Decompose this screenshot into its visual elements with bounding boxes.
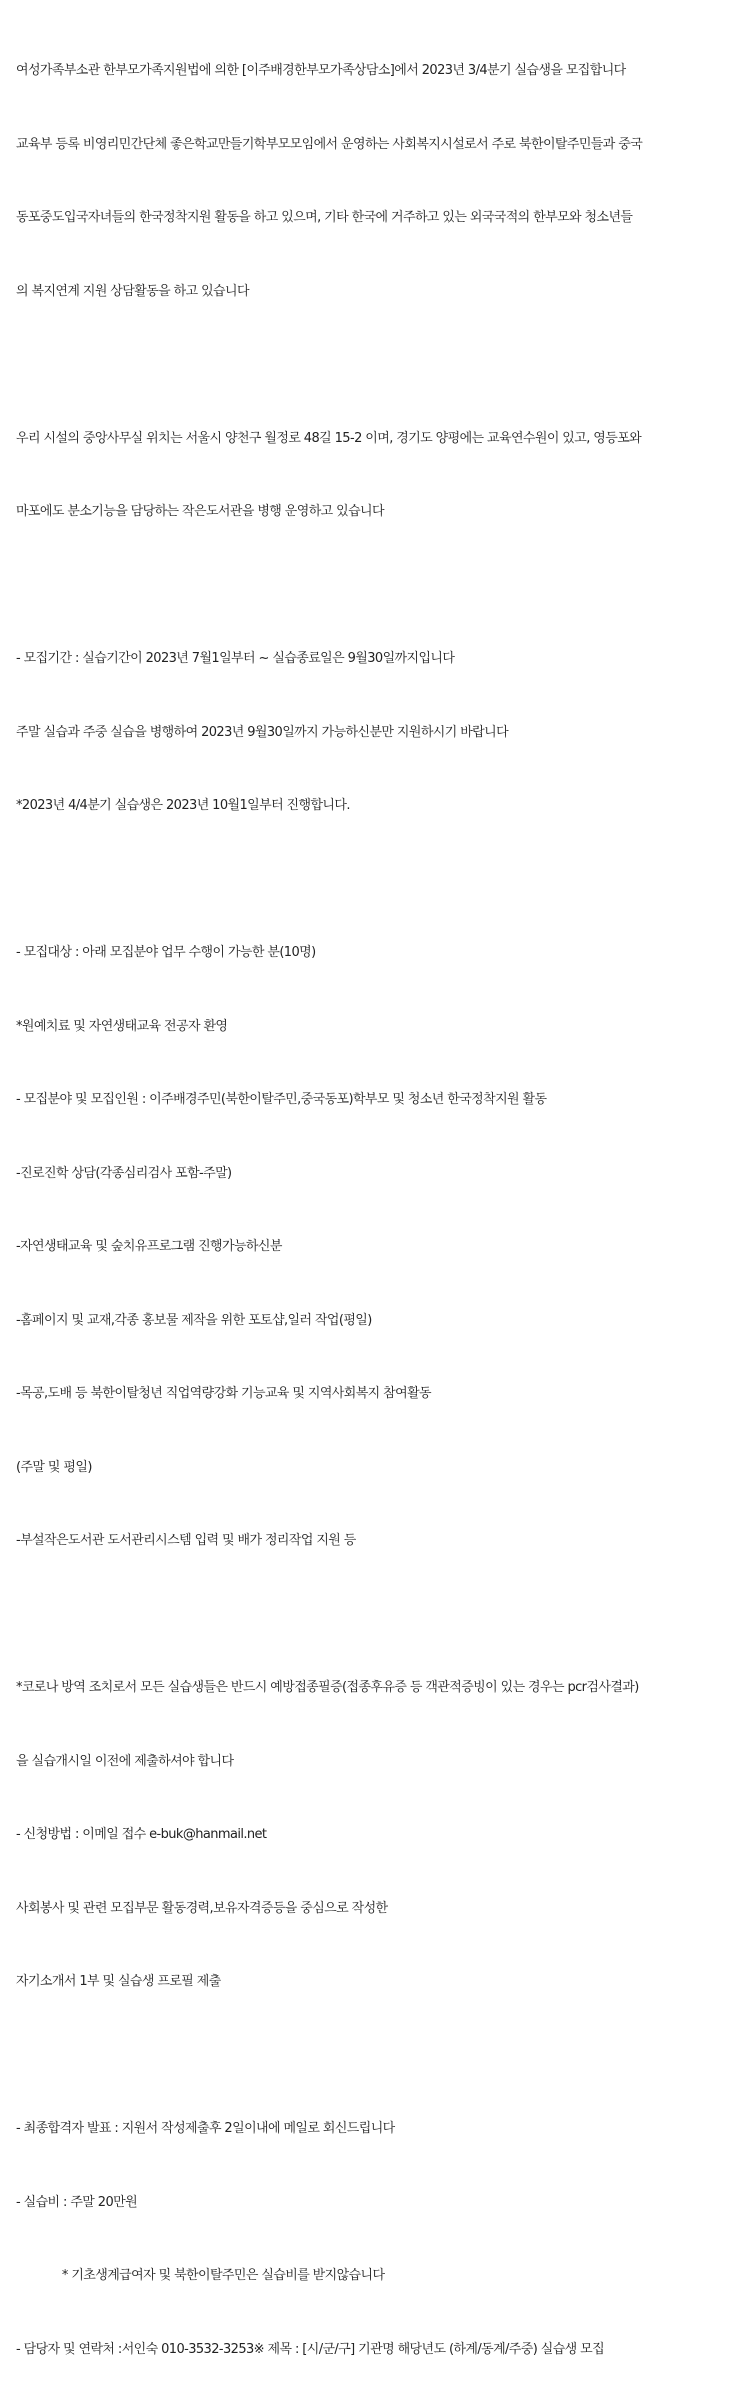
- period-note: *2023년 4/4분기 실습생은 2023년 10월1일부터 진행합니다.: [16, 798, 350, 813]
- period-note: 주말 실습과 주중 실습을 병행하여 2023년 9월30일까지 가능하신분만 지원하시기 바랍니다: [16, 724, 509, 740]
- field-item: -목공,도배 등 북한이탈청년 직업역량강화 기능교육 및 지역사회복지 참여활동: [16, 1386, 432, 1401]
- intro-text-line: 교육부 등록 비영리민간단체 좋은학교만들기학부모모임에서 운영하는 사회복지시설로서 주로 북한이탈주민들과 중국: [16, 136, 643, 152]
- recruitment-field: - 모집분야 및 모집인원 : 이주배경주민(북한이탈주민,중국동포)학부모 및 청소년 한국정착지원 활동: [16, 1092, 547, 1107]
- application-note: 사회봉사 및 관련 모집부문 활동경력,보유자격증등을 중심으로 작성한: [16, 1900, 388, 1916]
- field-item: -부설작은도서관 도서관리시스템 입력 및 배가 정리작업 지원 등: [16, 1533, 356, 1548]
- blank-line: [16, 574, 740, 599]
- field-item: -진로진학 상담(각종심리검사 포함-주말): [16, 1165, 232, 1181]
- recruitment-period: - 모집기간 : 실습기간이 2023년 7월1일부터 ~ 실습종료일은 9월30일까지입니다: [16, 651, 455, 666]
- blank-line: [16, 353, 740, 378]
- field-item: -홈페이지 및 교재,각종 홍보물 제작을 위한 포토샵,일러 작업(평일): [16, 1312, 372, 1328]
- location-text-line: 우리 시설의 중앙사무실 위치는 서울시 양천구 월정로 48길 15-2 이며, 경기도 양평에는 교육연수원이 있고, 영등포와: [16, 430, 642, 446]
- blank-line: [16, 1603, 740, 1628]
- contact-info: - 담당자 및 연락처 :서인숙 010-3532-3253※ 제목 : [시/군/구] 기관명 해당년도 (하계/동계/주중) 실습생 모집: [16, 2341, 605, 2357]
- covid-notice: *코로나 방역 조치로서 모든 실습생들은 반드시 예방접종필증(접종후유증 등 객관적증빙이 있는 경우는 pcr검사결과): [16, 1680, 639, 1695]
- field-item: (주말 및 평일): [16, 1459, 92, 1475]
- target-note: *원예치료 및 자연생태교육 전공자 환영: [16, 1018, 228, 1034]
- intro-text-line: 의 복지연계 지원 상담활동을 하고 있습니다: [16, 283, 249, 299]
- intro-text-line: 동포중도입국자녀들의 한국정착지원 활동을 하고 있으며, 기타 한국에 거주하고 있는 외국국적의 한부모와 청소년들: [16, 210, 633, 225]
- recruitment-target: - 모집대상 : 아래 모집분야 업무 수행이 가능한 분(10명): [16, 945, 316, 960]
- blank-line: [16, 868, 740, 893]
- application-note: 자기소개서 1부 및 실습생 프로필 제출: [16, 1974, 221, 1989]
- final-announcement: - 최종합격자 발표 : 지원서 작성제출후 2일이내에 메일로 회신드립니다: [16, 2121, 395, 2136]
- notice-headline: 여성가족부소관 한부모가족지원법에 의한 [이주배경한부모가족상담소]에서 2023년 3/4분기 실습생을 모집합니다: [16, 63, 626, 78]
- covid-notice: 을 실습개시일 이전에 제출하셔야 합니다: [16, 1753, 234, 1769]
- fee-note: * 기초생계급여자 및 북한이탈주민은 실습비를 받지않습니다: [16, 2268, 385, 2283]
- blank-line: [16, 2044, 740, 2069]
- practicum-fee: - 실습비 : 주말 20만원: [16, 2194, 138, 2210]
- field-item: -자연생태교육 및 숲치유프로그램 진행가능하신분: [16, 1239, 282, 1254]
- application-method: - 신청방법 : 이메일 접수 e-buk@hanmail.net: [16, 1827, 267, 1842]
- location-text-line: 마포에도 분소기능을 담당하는 작은도서관을 병행 운영하고 있습니다: [16, 504, 384, 519]
- recruitment-notice-body: [16, 10, 740, 2387]
